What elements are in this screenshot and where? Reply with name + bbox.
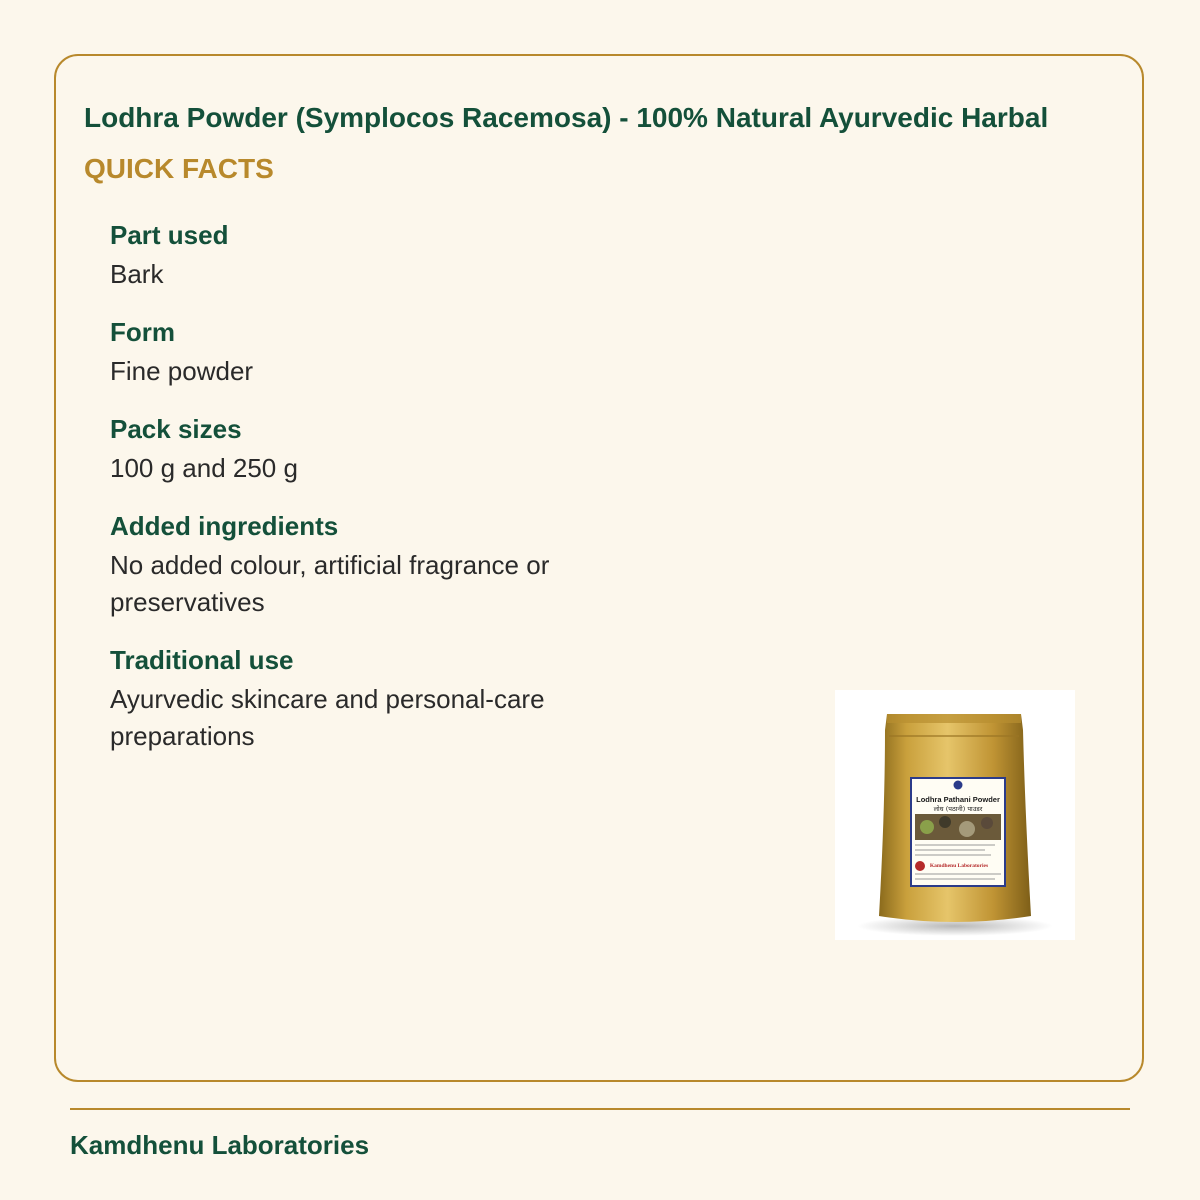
pouch-label	[911, 778, 1005, 886]
pouch-product-name: Lodhra Pathani Powder	[916, 795, 1000, 804]
quick-facts-heading: QUICK FACTS	[84, 153, 274, 184]
product-title: Lodhra Powder (Symplocos Racemosa) - 100% Natural Ayurvedic Harbal	[84, 102, 1049, 133]
fact-value: Ayurvedic skincare and personal-care preparations	[110, 684, 545, 751]
quick-facts-list	[110, 218, 670, 755]
fact-label: Added ingredients	[110, 511, 339, 541]
fact-label: Form	[110, 317, 175, 347]
fact-label: Traditional use	[110, 645, 294, 675]
fact-label: Part used	[110, 220, 229, 250]
fact-part-used	[110, 218, 670, 293]
fact-label: Pack sizes	[110, 414, 242, 444]
fact-value: No added colour, artificial fragrance or preservatives	[110, 550, 550, 617]
fact-value: Fine powder	[110, 356, 254, 386]
footer-divider	[70, 1108, 1130, 1110]
pouch-hindi-name: लोध (पठानी) पाउडर	[933, 805, 983, 813]
fact-pack-sizes	[110, 412, 670, 487]
product-pouch-image	[835, 690, 1075, 940]
fact-added-ingredients	[110, 509, 670, 621]
fact-traditional-use	[110, 643, 670, 755]
gold-pouch-illustration	[835, 690, 1075, 940]
fact-value: 100 g and 250 g	[110, 453, 298, 483]
fact-form	[110, 315, 670, 390]
fact-value: Bark	[110, 259, 164, 289]
footer-brand-name: Kamdhenu Laboratories	[70, 1130, 370, 1160]
pouch-maker-name: Kamdhenu Laboratories	[929, 863, 989, 869]
